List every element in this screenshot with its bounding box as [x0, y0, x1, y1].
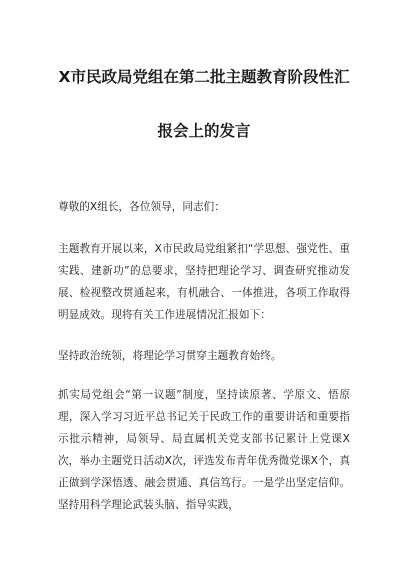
salutation: 尊敬的X组长，各位领导，同志们： — [58, 201, 225, 213]
document-title-line-1: X市民政局党组在第二批主题教育阶段性汇 — [58, 68, 350, 86]
section-detail-paragraph: 抓实局党组会“第一议题”制度，坚持读原著、学原文、悟原理，深入学习习近平总书记关于民政工作的重要讲话和重要指示批示精神，局领导、局直属机关党支部书记累计上党课X次，举办主题党日活动X次，评选发布青年优秀微党课X个，真正做到学深悟透、融会贯通、真信笃行。一是学出坚定信仰。坚持用科学理论武装头脑、指导实践， — [58, 389, 350, 511]
section-heading: 坚持政治统领，将理论学习贯穿主题教育始终。 — [58, 350, 282, 362]
document-title-line-2: 报会上的发言 — [157, 122, 251, 140]
intro-paragraph: 主题教育开展以来，X市民政局党组紧扣“学思想、强党性、重实践、建新功”的总要求，坚持把理论学习、调查研究推动发展、检视整改贯通起来，有机融合、一体推进，各项工作取得明显成效。现将有关工作进展情况汇报如下： — [58, 243, 350, 321]
